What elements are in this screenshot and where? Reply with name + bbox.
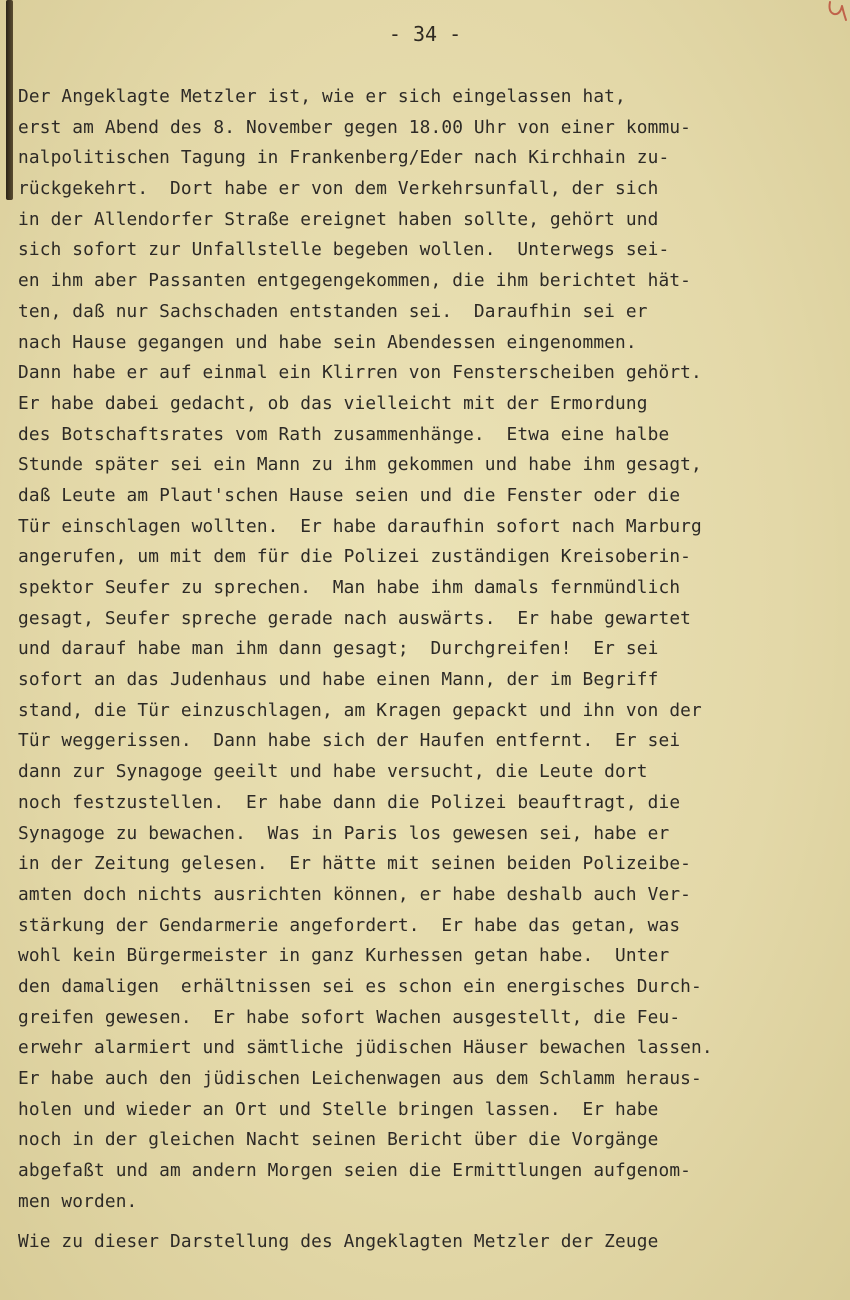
- text-line: Der Angeklagte Metzler ist, wie er sich eingelassen hat,: [18, 86, 626, 107]
- text-line: Tür einschlagen wollten. Er habe daraufhin sofort nach Marburg: [18, 515, 702, 537]
- text-line: stand, die Tür einzuschlagen, am Kragen gepackt und ihn von der: [18, 699, 702, 721]
- text-line: den damaligen erhältnissen sei es schon ein energisches Durch-: [18, 975, 702, 997]
- text-line: rückgekehrt. Dort habe er von dem Verkehrsunfall, der sich: [18, 178, 659, 200]
- paragraph-gap: [18, 1217, 838, 1227]
- text-line: noch festzustellen. Er habe dann die Polizei beauftragt, die: [18, 791, 681, 813]
- text-line: des Botschaftsrates vom Rath zusammenhänge. Etwa eine halbe: [18, 423, 670, 445]
- text-line: wohl kein Bürgermeister in ganz Kurhessen getan habe. Unter: [18, 945, 670, 967]
- corner-pencil-mark: [822, 0, 850, 22]
- text-line: sofort an das Judenhaus und habe einen Mann, der im Begriff: [18, 669, 659, 691]
- text-line: Dann habe er auf einmal ein Klirren von Fensterscheiben gehört.: [18, 362, 702, 384]
- text-line: greifen gewesen. Er habe sofort Wachen ausgestellt, die Feu-: [18, 1006, 681, 1028]
- text-line: Er habe auch den jüdischen Leichenwagen aus dem Schlamm heraus-: [18, 1068, 702, 1089]
- text-line: sich sofort zur Unfallstelle begeben wollen. Unterwegs sei-: [18, 239, 670, 261]
- text-line: Synagoge zu bewachen. Was in Paris los gewesen sei, habe er: [18, 822, 670, 844]
- text-line: gesagt, Seufer spreche gerade nach auswärts. Er habe gewartet: [18, 607, 692, 629]
- text-line: en ihm aber Passanten entgegengekommen, die ihm berichtet hät-: [18, 270, 692, 292]
- text-line: und darauf habe man ihm dann gesagt; Durchgreifen! Er sei: [18, 638, 659, 660]
- text-line: spektor Seufer zu sprechen. Man habe ihm damals fernmündlich: [18, 577, 681, 598]
- body-text: [18, 82, 838, 1258]
- text-line: nalpolitischen Tagung in Frankenberg/Eder nach Kirchhain zu-: [18, 147, 670, 169]
- text-line: Stunde später sei ein Mann zu ihm gekommen und habe ihm gesagt,: [18, 454, 702, 476]
- text-line: noch in der gleichen Nacht seinen Bericht über die Vorgänge: [18, 1129, 659, 1151]
- text-line: stärkung der Gendarmerie angefordert. Er habe das getan, was: [18, 914, 681, 936]
- text-line: Wie zu dieser Darstellung des Angeklagten Metzler der Zeuge: [18, 1231, 659, 1253]
- text-line: angerufen, um mit dem für die Polizei zuständigen Kreisoberin-: [18, 546, 692, 568]
- text-line: in der Zeitung gelesen. Er hätte mit seinen beiden Polizeibe-: [18, 853, 692, 875]
- text-line: daß Leute am Plaut'schen Hause seien und die Fenster oder die: [18, 484, 681, 506]
- text-line: amten doch nichts ausrichten können, er habe deshalb auch Ver-: [18, 883, 692, 905]
- page-number: - 34 -: [388, 22, 462, 46]
- text-line: Er habe dabei gedacht, ob das vielleicht mit der Ermordung: [18, 392, 648, 414]
- text-line: ten, daß nur Sachschaden entstanden sei. Daraufhin sei er: [18, 300, 648, 322]
- text-line: holen und wieder an Ort und Stelle bringen lassen. Er habe: [18, 1098, 659, 1120]
- text-line: dann zur Synagoge geeilt und habe versucht, die Leute dort: [18, 761, 648, 783]
- text-line: men worden.: [18, 1190, 138, 1212]
- text-line: erst am Abend des 8. November gegen 18.00 Uhr von einer kommu-: [18, 116, 692, 138]
- text-line: nach Hause gegangen und habe sein Abendessen eingenommen.: [18, 331, 637, 353]
- text-line: Tür weggerissen. Dann habe sich der Haufen entfernt. Er sei: [18, 730, 681, 752]
- text-line: abgefaßt und am andern Morgen seien die Ermittlungen aufgenom-: [18, 1160, 692, 1182]
- text-line: erwehr alarmiert und sämtliche jüdischen Häuser bewachen lassen.: [18, 1037, 713, 1059]
- text-line: in der Allendorfer Straße ereignet haben sollte, gehört und: [18, 208, 659, 230]
